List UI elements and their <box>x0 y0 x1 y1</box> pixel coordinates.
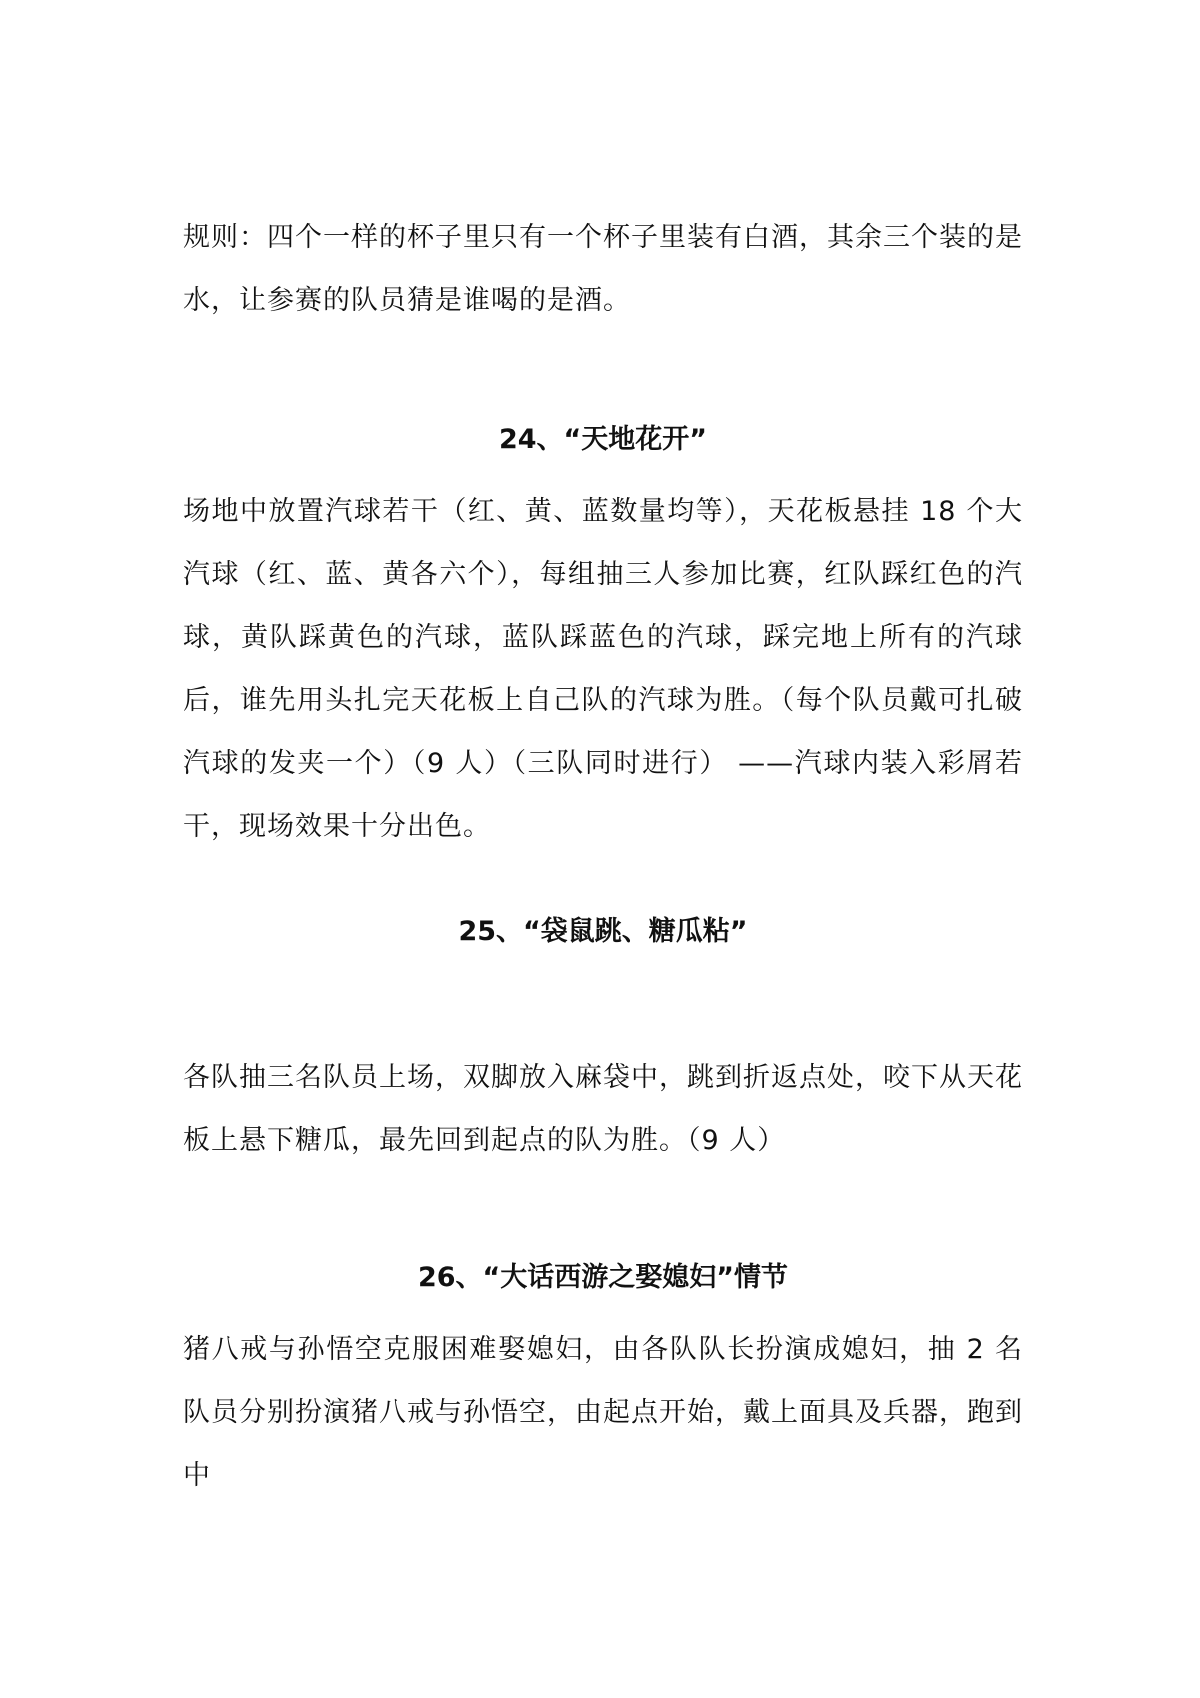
section-heading-25: 25、“袋鼠跳、糖瓜粘” <box>458 916 748 947</box>
section-body-24: 场地中放置汽球若干（红、黄、蓝数量均等），天花板悬挂 18 个大汽球（红、蓝、黄各六个），每组抽三人参加比赛，红队踩红色的汽球，黄队踩黄色的汽球，蓝队踩蓝色的汽球，踩完地上所有的汽球后，谁先用头扎完天花板上自己队的汽球为胜。（每个队员戴可扎破汽球的发夹一个）（9 人）（三队同时进行） ——汽球内装入彩屑若干，现场效果十分出色。 <box>183 496 1023 842</box>
section-heading-26: 26、“大话西游之娶媳妇”情节 <box>417 1262 789 1293</box>
section-heading-24: 24、“天地花开” <box>498 424 708 455</box>
section-body-26: 猪八戒与孙悟空克服困难娶媳妇，由各队队长扮演成媳妇，抽 2 名队员分别扮演猪八戒与孙悟空，由起点开始，戴上面具及兵器，跑到中 <box>183 1334 1023 1491</box>
section-body-25: 各队抽三名队员上场，双脚放入麻袋中，跳到折返点处，咬下从天花板上悬下糖瓜，最先回到起点的队为胜。（9 人） <box>183 1062 1023 1156</box>
rule-paragraph: 规则：四个一样的杯子里只有一个杯子里装有白酒，其余三个装的是水，让参赛的队员猜是谁喝的是酒。 <box>183 222 1023 316</box>
